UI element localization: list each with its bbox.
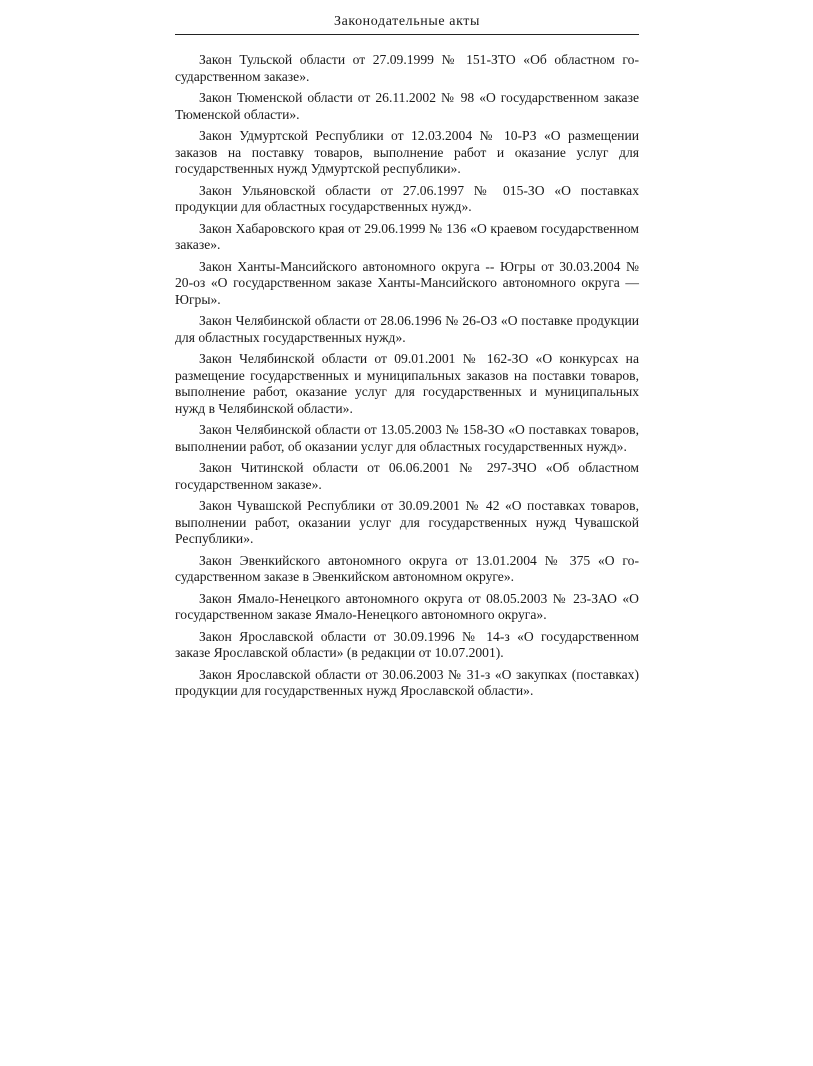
- law-entry-chuvashia: Закон Чувашской Республики от 30.09.2001 № 42 «О поставках товаров, выполнении работ, оказании услуг для государственных нужд Чувашской Республики».: [175, 498, 639, 546]
- law-entry-chelyabinsk-2003: Закон Челябинской области от 13.05.2003 № 158-ЗО «О поставках товаров, выполнении работ, об оказании услуг для областных государственных нужд».: [175, 422, 639, 454]
- law-entry-evenkia: Закон Эвенкийского автономного округа от 13.01.2004 № 375 «О государственном заказе в Эвенкийском автономном округе».: [175, 552, 639, 584]
- running-header: Законодательные акты: [175, 14, 639, 35]
- law-entry-ulyanovsk: Закон Ульяновской области от 27.06.1997 № 015-ЗО «О поставках продукции для областных государственных нужд».: [175, 182, 639, 214]
- law-entry-khabarovsk: Закон Хабаровского края от 29.06.1999 № 136 «О краевом государственном заказе».: [175, 220, 639, 252]
- law-entry-chita: Закон Читинской области от 06.06.2001 № 297-ЗЧО «Об областном государственном заказе».: [175, 460, 639, 492]
- law-entry-tula: Закон Тульской области от 27.09.1999 № 151-ЗТО «Об областном государственном заказе».: [175, 52, 639, 84]
- law-entry-khanty-mansiysk: Закон Ханты-Мансийского автономного округа -- Югры от 30.03.2004 № 20-оз «О государственном заказе Ханты-Мансийского автономного округа — Югры».: [175, 258, 639, 307]
- law-entry-chelyabinsk-1996: Закон Челябинской области от 28.06.1996 № 26-ОЗ «О поставке продукции для областных государственных нужд».: [175, 313, 639, 345]
- law-list: [175, 52, 639, 705]
- law-entry-yaroslavl-2003: Закон Ярославской области от 30.06.2003 № 31-з «О закупках (поставках) продукции для государственных нужд Ярославской области».: [175, 666, 639, 698]
- law-entry-udmurtia: Закон Удмуртской Республики от 12.03.2004 № 10-РЗ «О размещении заказов на поставку товаров, выполнение работ и оказание услуг для государственных нужд Удмуртской республики».: [175, 128, 639, 176]
- law-entry-yamalo-nenets: Закон Ямало-Ненецкого автономного округа от 08.05.2003 № 23-ЗАО «О государственном заказе Ямало-Ненецкого автономного округа».: [175, 590, 639, 622]
- law-entry-chelyabinsk-2001: Закон Челябинской области от 09.01.2001 № 162-ЗО «О конкурсах на размещение государственных и муниципальных заказов на поставки товаров, выполнение работ, оказание услуг для государственных и муниципальных нужд в Челябинской области».: [175, 351, 639, 416]
- law-entry-yaroslavl-1996: Закон Ярославской области от 30.09.1996 № 14-з «О государственном заказе Ярославской области» (в редакции от 10.07.2001).: [175, 628, 639, 660]
- law-entry-tyumen: Закон Тюменской области от 26.11.2002 № 98 «О государственном заказе Тюменской области».: [175, 90, 639, 122]
